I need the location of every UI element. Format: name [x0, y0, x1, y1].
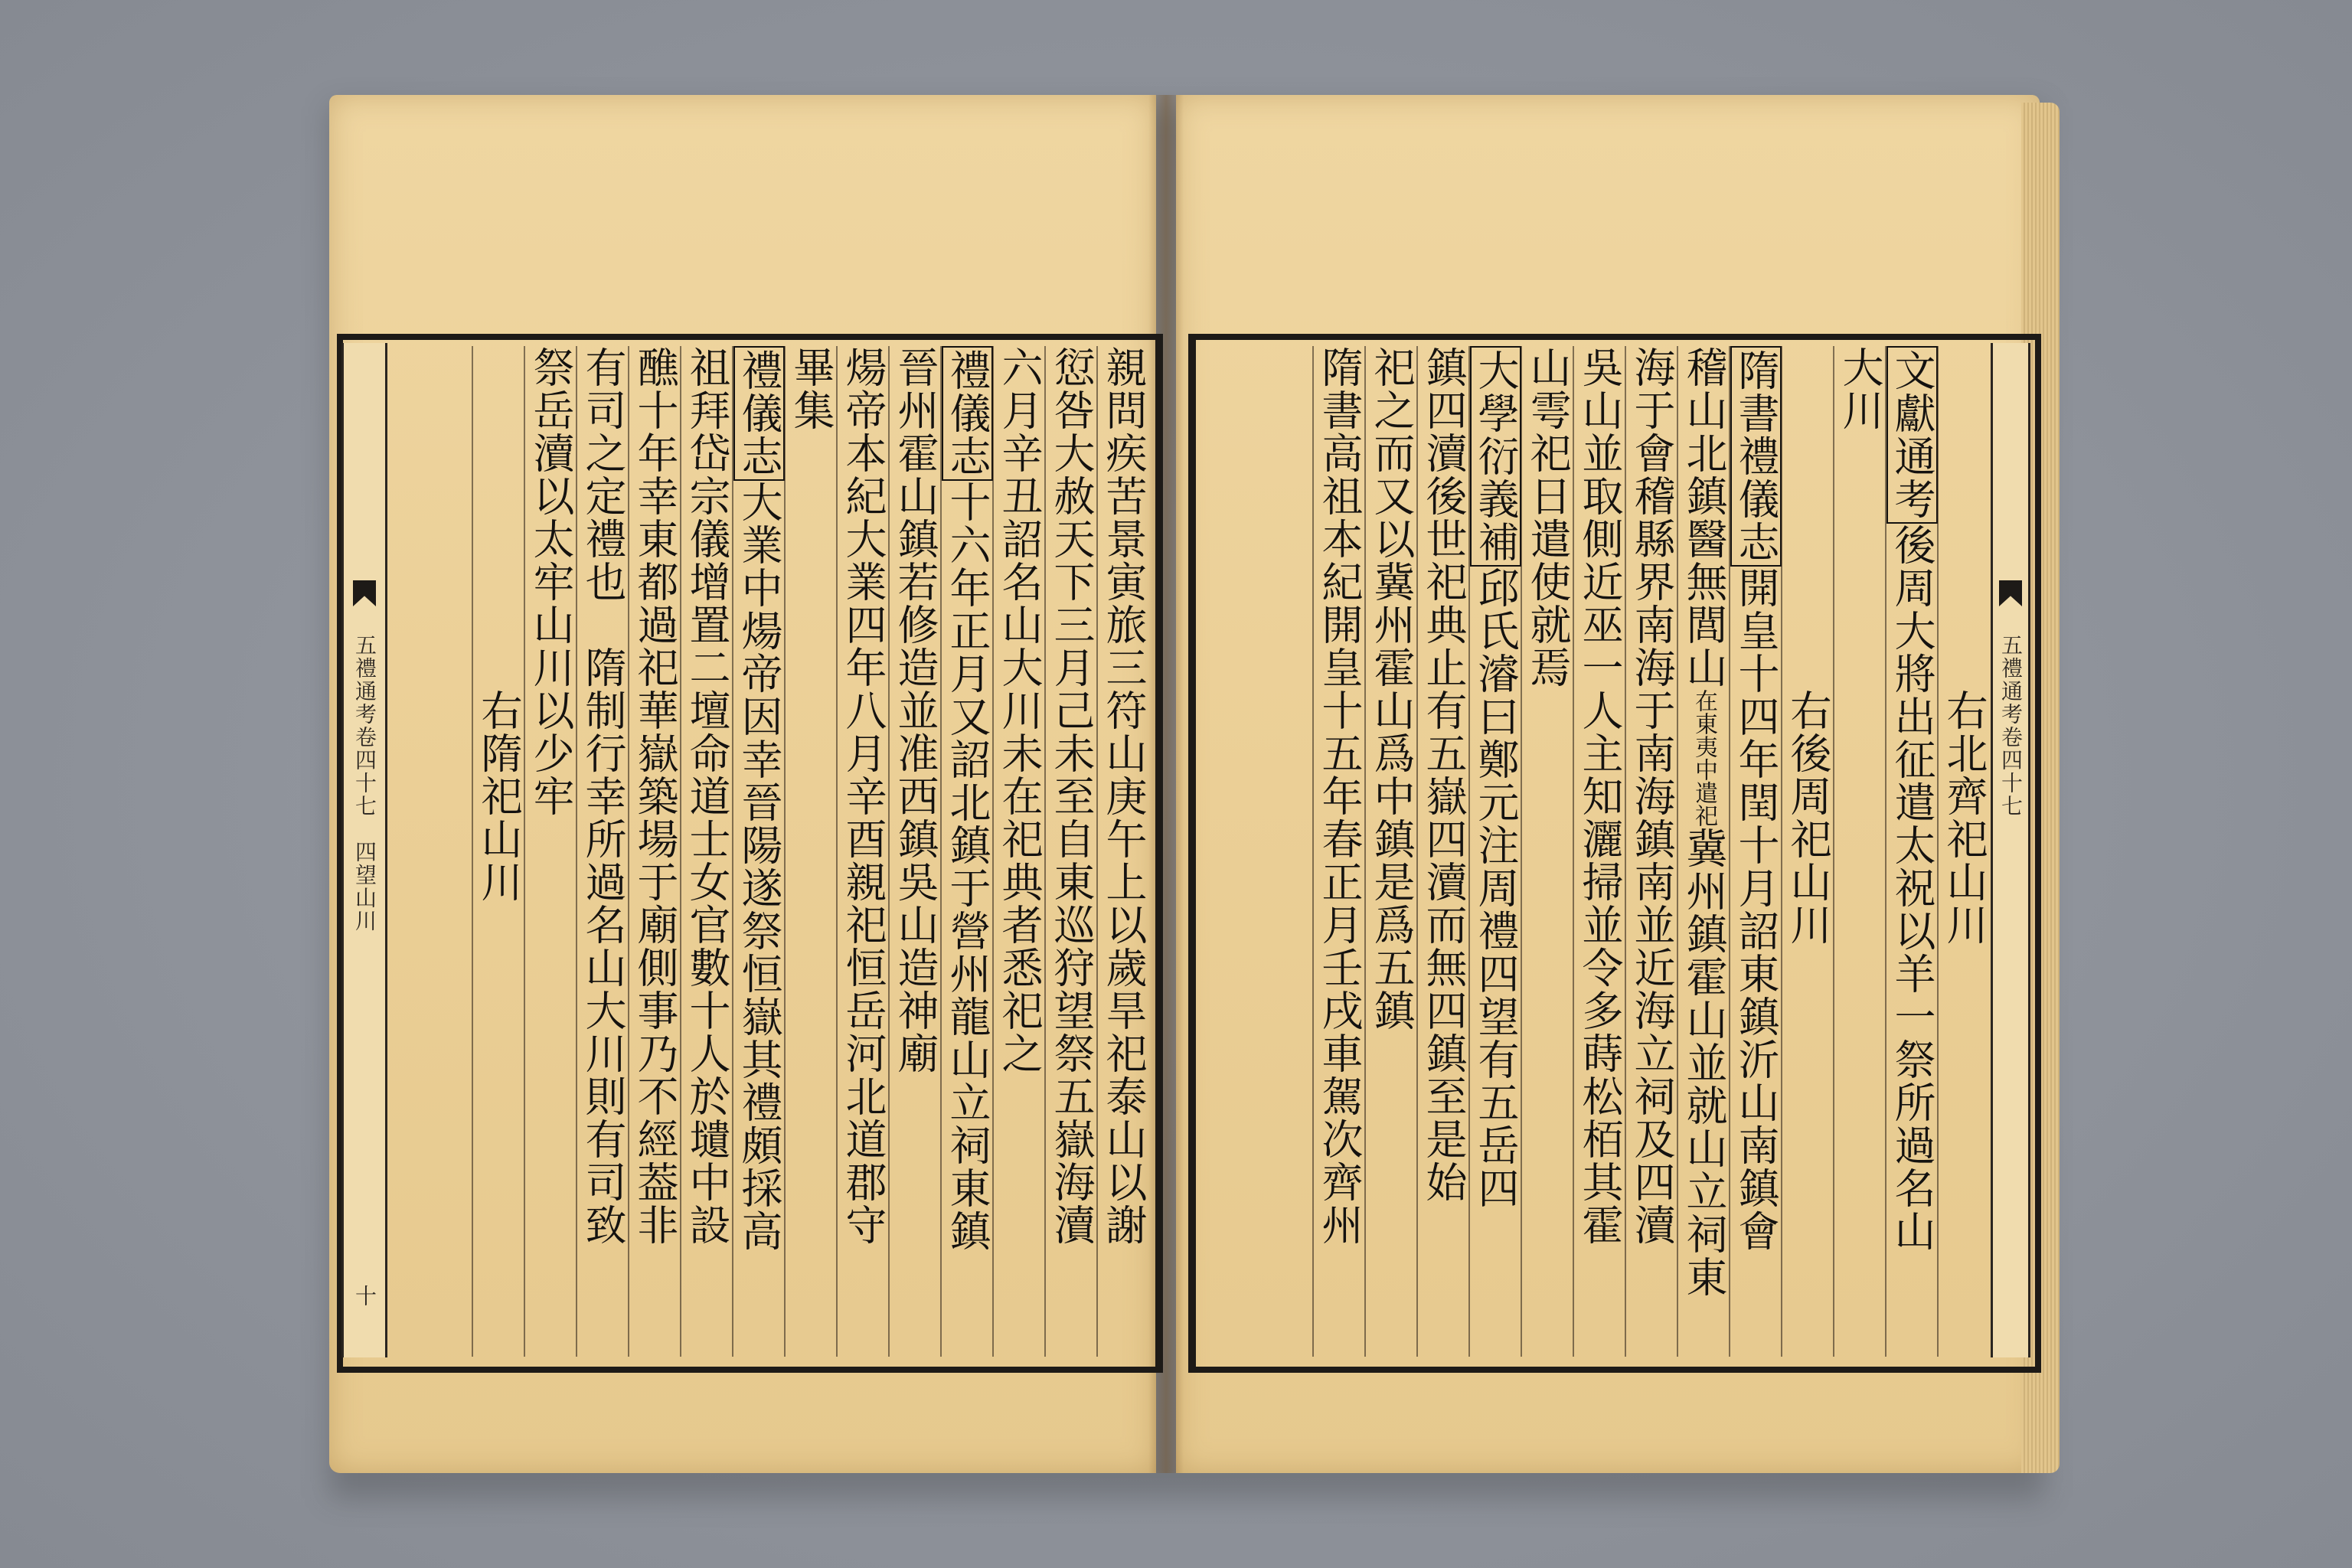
text-segment: 祀之而又以冀州霍山爲中鎮是爲五鎮	[1367, 346, 1416, 1032]
bleed-through-text	[2052, 230, 2101, 1378]
text-column	[1044, 346, 1096, 1357]
source-citation: 隋書禮儀志	[1730, 346, 1782, 567]
text-column	[836, 346, 888, 1357]
left-spine-strip	[341, 343, 387, 1357]
text-segment: 祖拜岱宗儀增置二壇命道士女官數十人於壝中設	[683, 346, 731, 1246]
left-spine-title: 五禮通考卷四十七 四望山川	[352, 634, 377, 933]
text-column	[576, 346, 628, 1357]
left-text-columns	[390, 346, 1148, 1357]
source-citation: 文獻通考	[1886, 346, 1938, 524]
text-segment: 邱氏濬曰鄭元注周禮四望有五岳四	[1472, 567, 1520, 1210]
text-column	[888, 346, 940, 1357]
text-column	[1573, 346, 1625, 1357]
text-column	[628, 346, 680, 1357]
text-column	[732, 346, 784, 1357]
text-segment: 稽山北鎮醫無閭山	[1680, 346, 1728, 689]
text-column	[1096, 346, 1148, 1357]
text-column	[992, 346, 1044, 1357]
text-column	[1937, 346, 1989, 1357]
right-text-columns	[1200, 346, 1989, 1357]
text-column	[940, 346, 992, 1357]
text-segment: 煬帝本紀大業四年八月辛酉親祀恒岳河北道郡守	[839, 346, 887, 1246]
text-segment: 隋書高祖本紀開皇十五年春正月壬戌車駕次齊州	[1315, 346, 1364, 1246]
text-segment: 六月辛丑詔名山大川未在祀典者悉祀之	[995, 346, 1044, 1075]
text-column	[1416, 346, 1468, 1357]
text-column	[524, 346, 576, 1357]
fishtail-mark-icon	[1999, 580, 2022, 606]
source-citation: 大學衍義補	[1470, 346, 1521, 567]
text-column	[1521, 346, 1573, 1357]
text-column	[1468, 346, 1521, 1357]
text-segment: 親問疾苦景寅旅三符山庚午上以歲旱祀泰山以謝	[1099, 346, 1148, 1246]
text-segment: 醮十年幸東都過祀華嶽築場于廟側事乃不經葢非	[631, 346, 679, 1246]
annotation-note: 在東夷中遣祀	[1690, 689, 1717, 827]
source-citation: 禮儀志	[733, 346, 785, 481]
text-column	[1833, 346, 1885, 1357]
right-spine-title: 五禮通考卷四十七	[1998, 634, 2024, 818]
text-column	[1312, 346, 1364, 1357]
text-segment: 吳山並取側近巫一人主知灑掃並令多蒔松栢其霍	[1576, 346, 1624, 1246]
text-column	[680, 346, 732, 1357]
text-segment: 祭岳瀆以太牢山川以少牢	[527, 346, 575, 818]
text-segment: 右北齊祀山川	[1940, 346, 1988, 946]
text-column	[1364, 346, 1416, 1357]
text-segment: 大業中煬帝因幸晉陽遂祭恒嶽其禮頗採高	[735, 481, 783, 1253]
text-segment: 有司之定禮也 隋制行幸所過名山大川則有司致	[579, 346, 627, 1246]
text-segment: 後周大將出征遣太祝以羊一祭所過名山	[1888, 524, 1936, 1253]
text-segment: 海于會稽縣界南海于南海鎮南並近海立祠及四瀆	[1628, 346, 1676, 1246]
text-segment: 大川	[1836, 346, 1884, 432]
text-segment: 鎮四瀆後世祀典止有五嶽四瀆而無四鎮至是始	[1419, 346, 1468, 1204]
text-column	[1885, 346, 1937, 1357]
text-segment: 右後周祀山川	[1784, 346, 1832, 946]
left-page-number: 十	[352, 1285, 377, 1308]
right-spine-strip	[1991, 343, 2030, 1357]
fishtail-mark-icon	[353, 580, 376, 606]
text-column	[1781, 346, 1833, 1357]
text-column	[472, 346, 524, 1357]
source-citation: 禮儀志	[942, 346, 993, 481]
text-segment: 右隋祀山川	[475, 346, 523, 903]
text-segment: 晉州霍山鎮若修造並准西鎮吳山造神廟	[891, 346, 939, 1075]
text-column	[1677, 346, 1729, 1357]
text-segment: 冀州鎮霍山並就山立祠東	[1680, 827, 1728, 1298]
text-column	[1729, 346, 1781, 1357]
text-segment: 十六年正月又詔北鎮于營州龍山立祠東鎮	[943, 481, 991, 1253]
text-segment: 愆咎大赦天下三月己未至自東巡狩望祭五嶽海瀆	[1047, 346, 1096, 1246]
text-column	[784, 346, 836, 1357]
text-segment: 開皇十四年閏十月詔東鎮沂山南鎮會	[1732, 567, 1780, 1253]
text-column	[1625, 346, 1677, 1357]
text-segment: 山雩祀日遣使就焉	[1524, 346, 1572, 689]
text-segment: 畢集	[787, 346, 835, 432]
